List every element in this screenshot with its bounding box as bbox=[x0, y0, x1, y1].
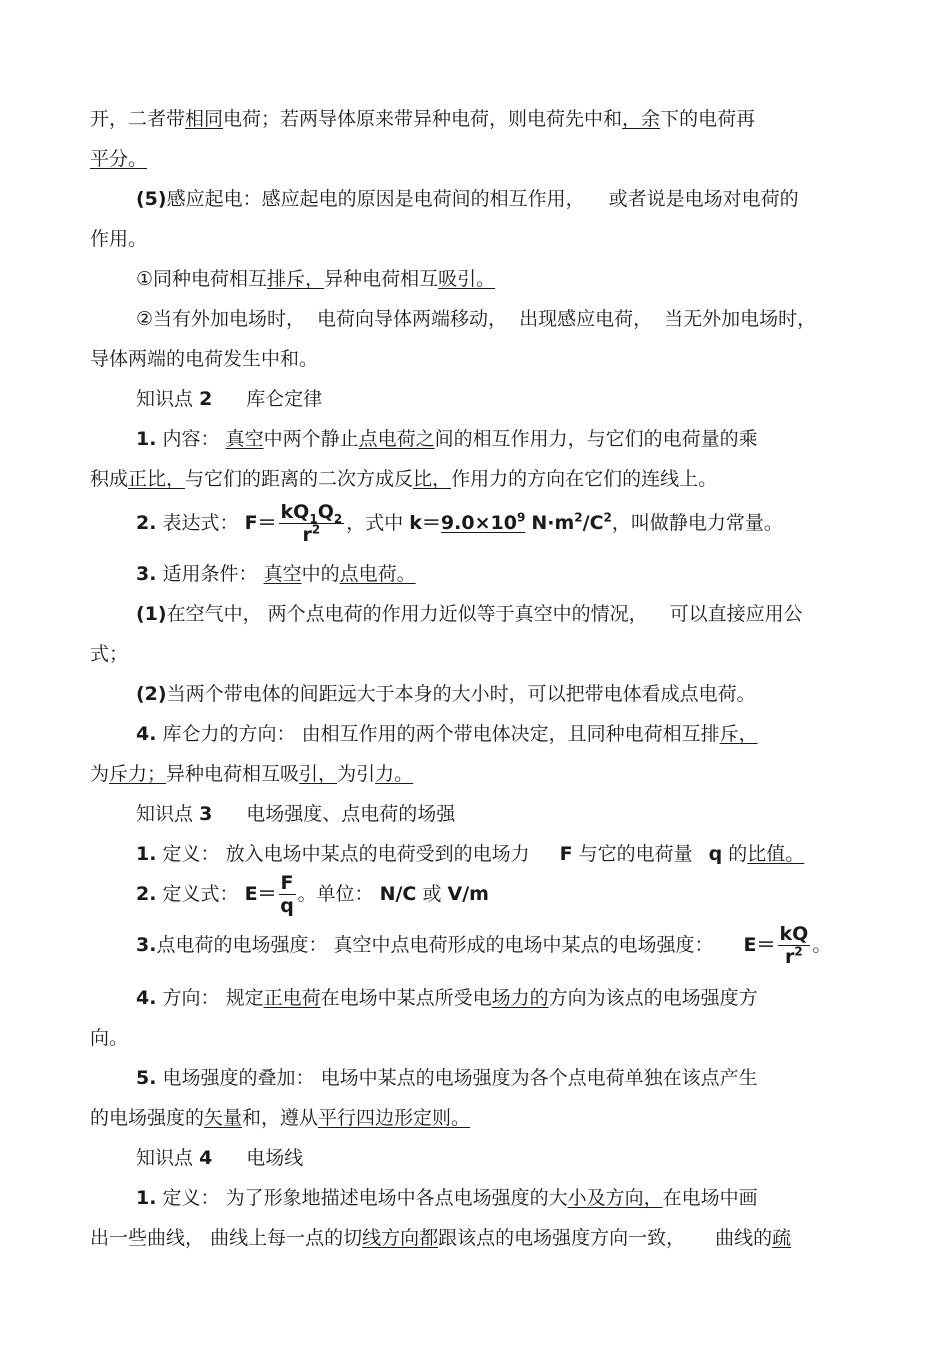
underlined-term: 疏 bbox=[772, 1227, 792, 1249]
underlined-term: 正电荷 bbox=[263, 987, 321, 1009]
text-run: 跟该点的电场强度方向一致， bbox=[438, 1227, 686, 1249]
text-run: 在空气中， bbox=[166, 603, 262, 625]
text-run: 曲线的 bbox=[715, 1227, 773, 1249]
underlined-term: 场力的 bbox=[491, 987, 549, 1009]
text-line-4 bbox=[90, 226, 147, 252]
underlined-term: 点电荷之 bbox=[358, 428, 435, 450]
text-run: 作用力的方向在它们的连线上。 bbox=[451, 468, 718, 490]
underlined-term: 线方向都 bbox=[362, 1227, 439, 1249]
text-run: 电场中画 bbox=[681, 1187, 758, 1209]
text-line-1 bbox=[90, 106, 755, 132]
item-number: (2) bbox=[136, 683, 167, 705]
text-line-10 bbox=[90, 466, 717, 492]
text-run: 下的电荷再 bbox=[660, 108, 756, 130]
item-number: 3. bbox=[136, 934, 157, 956]
underlined-term: 斥力； bbox=[109, 763, 167, 785]
heading-number: 4 bbox=[199, 1147, 213, 1169]
text-run: 在 bbox=[662, 1187, 682, 1209]
item-number: 5. bbox=[136, 1067, 157, 1089]
fraction-numerator: F bbox=[280, 872, 294, 894]
heading-title: 库仑定律 bbox=[246, 388, 323, 410]
underlined-term: 平行四边形定则。 bbox=[318, 1107, 471, 1129]
text-run: 中的 bbox=[301, 563, 340, 585]
text-line-2 bbox=[90, 146, 147, 172]
fraction-denominator: q bbox=[280, 895, 294, 917]
text-run: 向。 bbox=[90, 1027, 129, 1049]
text-run: 由相互作用的两个带电体决定，且同种电荷相互排 bbox=[301, 723, 720, 745]
text-run: 间的相互作用力，与它们的电荷量的乘 bbox=[434, 428, 758, 450]
underlined-term: 正比， bbox=[128, 468, 186, 490]
text-line-9 bbox=[136, 426, 758, 452]
underlined-term: 点电荷。 bbox=[339, 563, 416, 585]
text-run: 两个点电荷的作用力近似等于真空中的情况， bbox=[267, 603, 648, 625]
formula-lhs: E＝ bbox=[743, 934, 776, 956]
item-number: 1. bbox=[136, 1187, 157, 1209]
text-run: 内容： bbox=[162, 428, 220, 450]
text-run: 当两个带电体的间距远大于本身的大小时，可以把带电体看成点电荷。 bbox=[166, 683, 756, 705]
text-run: 当无外加电场时， bbox=[664, 308, 817, 330]
underlined-term: 排斥， bbox=[267, 268, 325, 290]
text-run: 电荷；若两导体原来带异种电荷，则电荷先中和 bbox=[223, 108, 623, 130]
text-run: 为 bbox=[90, 763, 110, 785]
unit-expression: $N\cdot m^2/C^2$ bbox=[531, 510, 612, 534]
underlined-term: 引， bbox=[299, 763, 338, 785]
text-run: 中两个静止 bbox=[263, 428, 359, 450]
underlined-term: 力。 bbox=[375, 763, 414, 785]
text-run: 在电场中某点所受电 bbox=[320, 987, 492, 1009]
underlined-term: 真空 bbox=[263, 563, 302, 585]
underlined-term: 斥， bbox=[719, 723, 758, 745]
item-number: (1) bbox=[136, 603, 167, 625]
heading-label: 知识点 bbox=[136, 1147, 194, 1169]
formula-k: k＝ bbox=[409, 512, 441, 534]
text-line-11-formula bbox=[136, 500, 783, 546]
text-run: 导体两端的电荷发生中和。 bbox=[90, 348, 319, 370]
text-run: ，式中 bbox=[346, 512, 404, 534]
text-run: 与它的电荷量 bbox=[578, 843, 693, 865]
fraction-numerator: kQ bbox=[779, 923, 809, 945]
text-line-19 bbox=[136, 841, 804, 867]
text-run: 感应起电：感应起电的原因是电荷间的相互作用， bbox=[166, 188, 585, 210]
text-run: 放入电场中某点的电荷受到的电场力 bbox=[225, 843, 530, 865]
item-number: 2. bbox=[136, 883, 157, 905]
item-number: 1. bbox=[136, 843, 157, 865]
text-run: 与它们的距离的二次方成反 bbox=[185, 468, 414, 490]
formula-lhs: E＝ bbox=[244, 883, 277, 905]
text-line-24 bbox=[136, 1065, 758, 1091]
text-run: 电场中某点的电场强度为各个点电荷单独在该点产生 bbox=[320, 1067, 758, 1089]
underlined-term: 小及方向， bbox=[567, 1187, 663, 1209]
coulomb-fraction bbox=[279, 501, 345, 546]
text-line-3 bbox=[136, 186, 799, 212]
symbol-F: F bbox=[559, 843, 573, 865]
text-line-22 bbox=[136, 985, 758, 1011]
item-number: 4. bbox=[136, 987, 157, 1009]
text-run: 电荷向导体两端移动， bbox=[317, 308, 508, 330]
text-line-14 bbox=[90, 641, 128, 667]
text-run: 出现感应电荷， bbox=[519, 308, 653, 330]
item-number: 4. bbox=[136, 723, 157, 745]
text-line-16 bbox=[136, 721, 778, 747]
text-run: 式； bbox=[90, 643, 129, 665]
fraction-denominator: $r^2$ bbox=[785, 944, 803, 968]
heading-number: 3 bbox=[199, 803, 213, 825]
text-run: 规定 bbox=[225, 987, 264, 1009]
text-run: 定义： bbox=[162, 1187, 220, 1209]
text-line-6 bbox=[136, 306, 816, 332]
underlined-term: 比， bbox=[413, 468, 452, 490]
item-number: (5) bbox=[136, 188, 167, 210]
text-line-23 bbox=[90, 1025, 128, 1051]
item-number: 1. bbox=[136, 428, 157, 450]
text-run: 库仑力的方向： bbox=[162, 723, 296, 745]
text-run: 和，遵从 bbox=[242, 1107, 319, 1129]
constant-value: $9.0\times 10^9$ bbox=[440, 510, 526, 534]
text-line-17 bbox=[90, 761, 427, 787]
heading-number: 2 bbox=[199, 388, 213, 410]
text-line-25 bbox=[90, 1105, 490, 1131]
underlined-term: ，余 bbox=[622, 108, 661, 130]
text-run: 定义式： bbox=[162, 883, 239, 905]
underlined-term: 相同 bbox=[185, 108, 224, 130]
text-run: 异种电荷相互吸 bbox=[166, 763, 300, 785]
underlined-term: 比值。 bbox=[747, 843, 805, 865]
text-line-20-formula bbox=[136, 868, 489, 920]
text-line-27 bbox=[136, 1185, 758, 1211]
text-run: 或者说是电场对电荷的 bbox=[608, 188, 799, 210]
text-run: 真空中点电荷形成的电场中某点的电场强度： bbox=[333, 934, 714, 956]
text-run: 方向： bbox=[162, 987, 220, 1009]
text-run: ②当有外加电场时， bbox=[136, 308, 306, 330]
text-run: 的电场强度的 bbox=[90, 1107, 205, 1129]
text-run: 异种电荷相互 bbox=[324, 268, 439, 290]
text-run: ，叫做静电力常量。 bbox=[611, 512, 783, 534]
text-run: 或 bbox=[422, 883, 442, 905]
item-number: 3. bbox=[136, 563, 157, 585]
text-line-21-formula bbox=[136, 920, 831, 970]
text-run: 方向为该点的电场强度方 bbox=[548, 987, 758, 1009]
text-run: 的 bbox=[728, 843, 748, 865]
item-number: 2. bbox=[136, 512, 157, 534]
section-heading-2 bbox=[136, 386, 322, 412]
text-run: 电场强度的叠加： bbox=[162, 1067, 315, 1089]
underlined-term: 真空 bbox=[225, 428, 264, 450]
text-run: 点电荷的电场强度： bbox=[156, 934, 328, 956]
text-run: 定义： bbox=[162, 843, 220, 865]
section-heading-3 bbox=[136, 801, 455, 827]
field-fraction bbox=[279, 872, 296, 917]
underlined-term: 平分。 bbox=[90, 148, 148, 170]
formula-lhs: F＝ bbox=[244, 512, 277, 534]
symbol-q: q bbox=[708, 843, 723, 865]
text-run: 积成 bbox=[90, 468, 129, 490]
text-run: 开，二者带 bbox=[90, 108, 186, 130]
unit-label: N/C bbox=[379, 883, 417, 905]
text-run: 为了形象地描述电场中各点电场强度的大 bbox=[225, 1187, 568, 1209]
fraction-denominator: $r^2$ bbox=[302, 522, 321, 546]
text-run: 曲线上每一点的切 bbox=[210, 1227, 363, 1249]
heading-label: 知识点 bbox=[136, 388, 194, 410]
fraction-numerator: $kQ_1Q_2$ bbox=[280, 501, 343, 526]
underlined-term: 矢量 bbox=[204, 1107, 243, 1129]
heading-label: 知识点 bbox=[136, 803, 194, 825]
text-run: 可以直接应用公 bbox=[669, 603, 803, 625]
point-charge-fraction bbox=[778, 923, 811, 968]
section-heading-4 bbox=[136, 1145, 303, 1171]
underlined-term: 吸引。 bbox=[438, 268, 496, 290]
text-run: 。单位： bbox=[297, 883, 374, 905]
text-line-5 bbox=[136, 266, 511, 292]
heading-title: 电场线 bbox=[246, 1147, 304, 1169]
text-line-28 bbox=[90, 1225, 791, 1251]
text-line-13 bbox=[136, 601, 803, 627]
text-run: 适用条件： bbox=[162, 563, 258, 585]
text-run: 出一些曲线， bbox=[90, 1227, 205, 1249]
text-run: 为引 bbox=[337, 763, 376, 785]
text-run: 表达式： bbox=[162, 512, 239, 534]
text-line-7 bbox=[90, 346, 318, 372]
unit-label: V/m bbox=[447, 883, 489, 905]
heading-title: 电场强度、点电荷的场强 bbox=[246, 803, 456, 825]
text-run: 。 bbox=[812, 934, 832, 956]
text-run: 作用。 bbox=[90, 228, 148, 250]
text-line-12 bbox=[136, 561, 416, 587]
text-run: ①同种电荷相互 bbox=[136, 268, 268, 290]
text-line-15 bbox=[136, 681, 756, 707]
